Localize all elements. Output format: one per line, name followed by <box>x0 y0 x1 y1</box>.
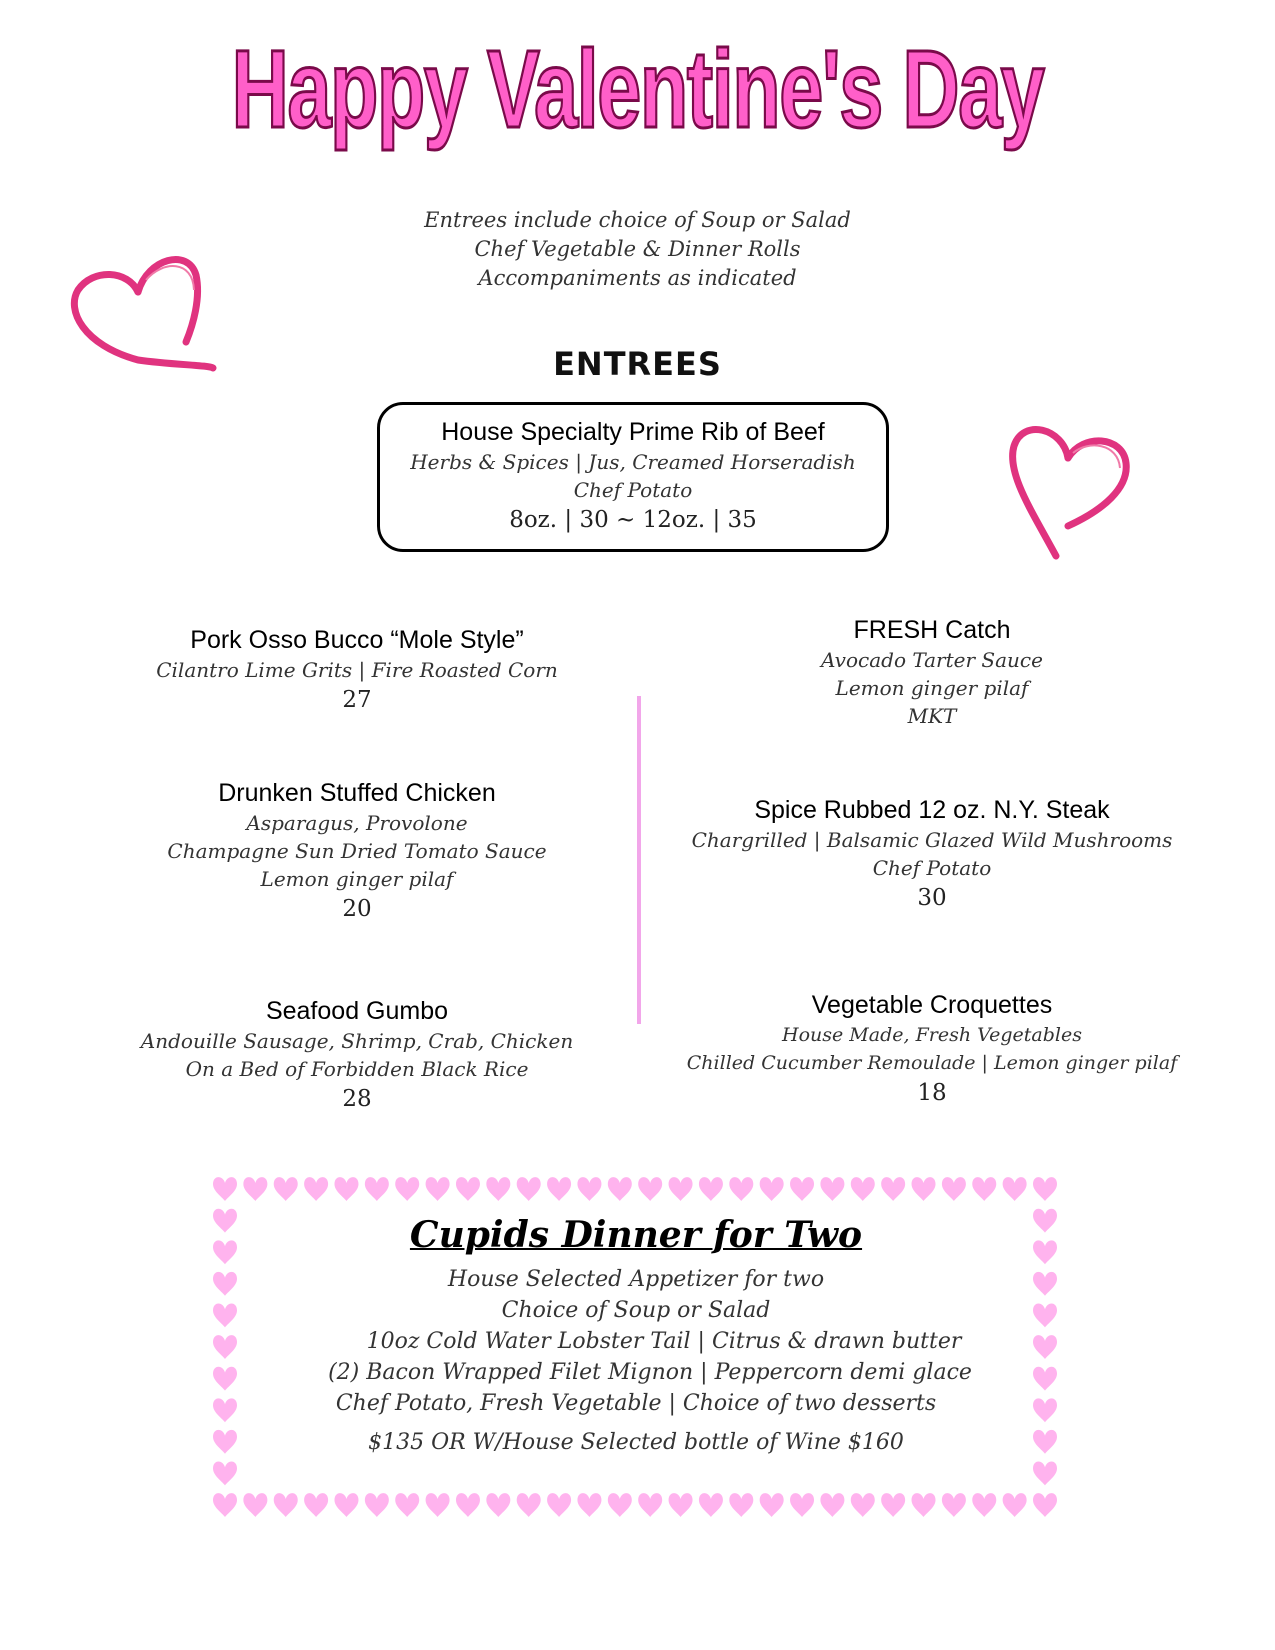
item-price: 30 <box>917 885 947 911</box>
item-price: 28 <box>342 1086 372 1112</box>
item-description: Cilantro Lime Grits | Fire Roasted Corn <box>156 658 558 682</box>
intro-line: Accompaniments as indicated <box>478 266 797 290</box>
item-price: 8oz. | 30 ~ 12oz. | 35 <box>509 507 757 533</box>
menu-item <box>97 996 617 1115</box>
cupid-line: Chef Potato, Fresh Vegetable | Choice of two desserts <box>335 1391 937 1416</box>
entrees-heading: ENTREES <box>553 345 722 383</box>
menu-item <box>672 615 1192 730</box>
column-divider <box>637 696 641 1024</box>
menu-item <box>672 795 1192 914</box>
cupid-dinner-section <box>216 1180 1056 1520</box>
item-description: Lemon ginger pilaf <box>260 867 454 891</box>
item-name: Pork Osso Bucco “Mole Style” <box>190 626 524 654</box>
item-description: Avocado Tarter Sauce <box>821 648 1043 672</box>
item-name: FRESH Catch <box>853 616 1011 644</box>
menu-item <box>672 990 1192 1109</box>
item-price: 20 <box>342 896 372 922</box>
item-price: 18 <box>917 1080 947 1106</box>
intro-line: Chef Vegetable & Dinner Rolls <box>474 237 801 261</box>
item-description: House Made, Fresh Vegetables <box>782 1024 1082 1046</box>
item-price: MKT <box>907 704 957 728</box>
item-description: Champagne Sun Dried Tomato Sauce <box>167 839 547 863</box>
intro-line: Entrees include choice of Soup or Salad <box>424 208 851 232</box>
cupid-price-line: $135 OR W/House Selected bottle of Wine $160 <box>368 1430 904 1455</box>
cupid-title: Cupids Dinner for Two <box>409 1214 863 1256</box>
page-title: Happy Valentine's Day <box>231 28 1044 151</box>
item-description: Chef Potato <box>872 856 992 880</box>
item-description: Chef Potato <box>573 478 693 502</box>
item-name: Seafood Gumbo <box>265 997 449 1025</box>
item-name: House Specialty Prime Rib of Beef <box>441 418 825 446</box>
intro-text <box>0 206 1275 293</box>
item-price: 27 <box>342 687 372 713</box>
cupid-line: 10oz Cold Water Lobster Tail | Citrus & drawn butter <box>366 1329 962 1354</box>
item-description: On a Bed of Forbidden Black Rice <box>185 1057 529 1081</box>
cupid-line: (2) Bacon Wrapped Filet Mignon | Peppercorn demi glace <box>328 1360 972 1385</box>
item-name: Drunken Stuffed Chicken <box>218 779 496 807</box>
featured-item <box>377 402 889 552</box>
heart-outline-icon <box>1008 418 1138 563</box>
item-description: Lemon ginger pilaf <box>835 676 1029 700</box>
cupid-line: House Selected Appetizer for two <box>447 1267 825 1292</box>
item-description: Chilled Cucumber Remoulade | Lemon ginger pilaf <box>686 1052 1178 1074</box>
item-description: Chargrilled | Balsamic Glazed Wild Mushrooms <box>691 828 1173 852</box>
item-description: Herbs & Spices | Jus, Creamed Horseradish <box>410 450 856 474</box>
cupid-line: Choice of Soup or Salad <box>501 1298 771 1323</box>
item-name: Spice Rubbed 12 oz. N.Y. Steak <box>754 796 1110 824</box>
item-description: Andouille Sausage, Shrimp, Crab, Chicken <box>140 1029 574 1053</box>
item-name: Vegetable Croquettes <box>811 991 1053 1019</box>
item-description: Asparagus, Provolone <box>246 811 468 835</box>
menu-item <box>97 625 617 716</box>
menu-item <box>97 778 617 925</box>
